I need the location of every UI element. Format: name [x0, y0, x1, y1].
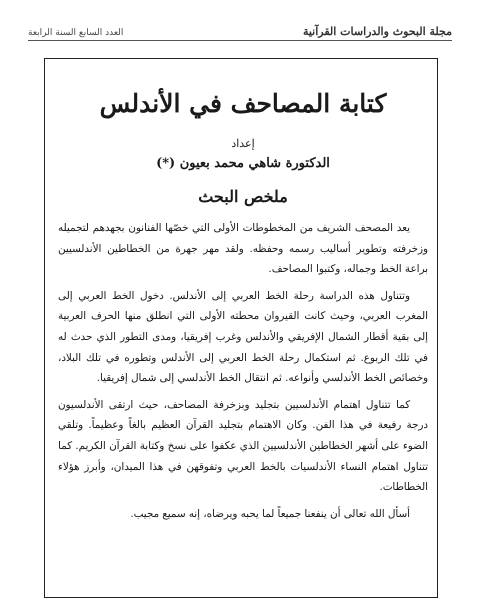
- article-title: كتابة المصاحف في الأندلس: [99, 89, 387, 118]
- abstract-paragraph-2: وتتناول هذه الدراسة رحلة الخط العربي إلى الأندلس. دخول الخط العربي إلى المغرب العربي، وحيث كانت القيروان محطته الأولى التي انطلق منها الحرف العربية إلى بقية أقطار الشمال الإفريقي والأندلس وغرب إفريقيا، ومدى التطور الذي حدث له في تلك الربوع. ثم استكمال رحلة الخط العربي إلى الأندلس وتطوره في تلك البلاد، وخصائص الخط الأندلسي وأنواعه. ثم انتقال الخط الأندلسي إلى شمال إفريقيا.: [58, 289, 428, 385]
- prepared-by-label: إعداد: [231, 137, 255, 150]
- abstract-paragraph-3: كما تتناول اهتمام الأندلسيين بتجليد وبزخرفة المصاحف، حيث ارتقى الأندلسيون درجة رفيعة في هذا الفن. وكان الاهتمام بتجليد القرآن العظيم بالغاً وعظيماً. وتلقي الضوء على أشهر الخطاطين الأندلسيين الذي عكفوا على نسخ وكتابة القرآن الكريم. كما تتناول اهتمام النساء الأندلسيات بالخط العربي وتفوقهن في هذا الميدان، وأبرز هؤلاء الخطاطات.: [58, 398, 428, 494]
- journal-name: مجلة البحوث والدراسات القرآنية: [302, 25, 452, 38]
- issue-number: العدد السابع السنة الرابعة: [28, 28, 124, 38]
- closing-prayer: أسأل الله تعالى أن ينفعنا جميعاً لما يحبه ويرضاه، إنه سميع مجيب.: [130, 507, 410, 520]
- abstract-paragraph-1: يعد المصحف الشريف من المخطوطات الأولى التي خصّها الفنانون بجهدهم لتجميله وزخرفته وتطوير أساليب رسمه وحفظه. ولقد مهر جهرة من الخطاطين الأندلسيين براعة الخط وجماله، وكتبوا المصاحف.: [58, 222, 428, 276]
- article-body: [58, 86, 428, 524]
- author-name: الدكتورة شاهي محمد بعيون (*): [156, 156, 330, 171]
- running-header: [28, 20, 452, 38]
- header-divider: [28, 40, 452, 41]
- abstract-title: ملخص البحث: [198, 187, 288, 206]
